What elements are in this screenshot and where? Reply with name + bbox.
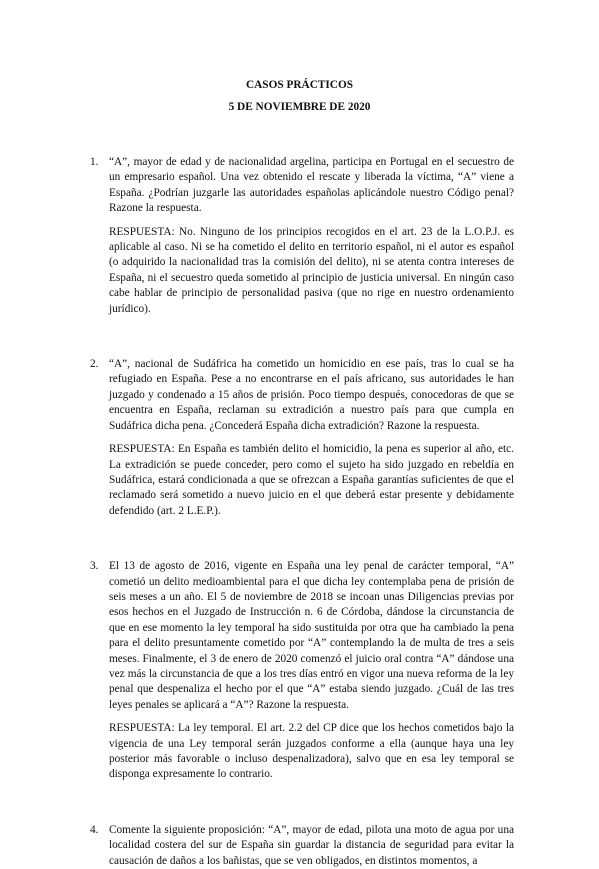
case-number: 2. <box>90 358 99 371</box>
case-number: 1. <box>90 156 99 168</box>
document-date: 5 DE NOVIEMBRE DE 2020 <box>228 101 371 113</box>
case-item-1 <box>85 155 514 317</box>
case-number: 4. <box>90 823 99 836</box>
case-answer: RESPUESTA: En España es también delito el homicidio, la pena es superior al año, etc. La extradición se puede conceder, pero como el sujeto ha sido juzgado en rebeldía en Sudáfrica, estará condicionada a que se ofrezcan a España garantías suficientes de que el reclamado será sometido a nuevo juicio en el que deberá estar presente y debidamente defendido (art. 2 L.E.P.). <box>109 443 514 517</box>
case-item-3 <box>85 559 514 783</box>
case-answer: RESPUESTA: La ley temporal. El art. 2.2 del CP dice que los hechos cometidos bajo la vigencia de una Ley temporal serán juzgados conforme a ella (aunque haya una ley posterior más favorable o incluso despenalizadora), salvo que en esa ley temporal se disponga expresamente lo contrario. <box>109 722 514 781</box>
case-item-4 <box>85 823 514 869</box>
case-answer: RESPUESTA: No. Ninguno de los principios recogidos en el art. 23 de la L.O.P.J. es aplicable al caso. Ni se ha cometido el delito en territorio español, ni el autor es español (o adquirido la nacionalidad tras la comisión del delito), ni se atenta contra intereses de España, ni el secuestro queda sometido al principio de justicia universal. En ningún caso cabe hablar de principio de personalidad pasiva (que no rige en nuestro ordenamiento jurídico). <box>109 225 514 315</box>
case-list <box>85 155 514 869</box>
document-title: CASOS PRÁCTICOS <box>245 79 354 91</box>
case-question: “A”, nacional de Sudáfrica ha cometido un homicidio en ese país, tras lo cual se ha refugiado en España. Pese a no encontrarse en el país africano, sus autoridades le han juzgado y condenado a 15 años de prisión. Poco tiempo después, conocedoras de que se encuentra en España, reclaman su extradición a nuestro país para que cumpla en Sudáfrica dicha pena. ¿Concederá España dicha extradición? Razone la respuesta. <box>109 358 514 432</box>
case-item-2 <box>85 357 514 519</box>
case-number: 3. <box>90 560 99 573</box>
case-question: “A”, mayor de edad y de nacionalidad argelina, participa en Portugal en el secuestro de un empresario español. Una vez obtenido el rescate y liberada la víctima, “A” viene a España. ¿Podrían juzgarle las autoridades españolas aplicándole nuestro Código penal? Razone la respuesta. <box>109 156 514 215</box>
case-question: El 13 de agosto de 2016, vigente en España una ley penal de carácter temporal, “A” cometió un delito medioambiental para el que dicha ley contemplaba pena de prisión de seis meses a un año. El 5 de noviembre de 2018 se incoan unas Diligencias previas por esos hechos en el Juzgado de Instrucción n. 6 de Córdoba, dándose la circunstancia de que en ese momento la ley temporal ha sido sustituida por otra que ha cambiado la pena para el delito presuntamente cometido por “A” contemplando la de multa de tres a seis meses. Finalmente, el 3 de enero de 2020 comenzó el juicio oral contra “A” dándose una vez más la circunstancia de que a los tres días entró en vigor una nueva reforma de la ley penal que despenaliza el hecho por el que “A” estaba siendo juzgado. ¿Cuál de las tres leyes penales se aplicará a “A”? Razone la respuesta. <box>109 560 514 711</box>
case-question: Comente la siguiente proposición: “A”, mayor de edad, pilota una moto de agua por una localidad costera del sur de España sin guardar la distancia de seguridad para evitar la causación de daños a los bañistas, que se ven obligados, en distintos momentos, a <box>109 823 514 867</box>
